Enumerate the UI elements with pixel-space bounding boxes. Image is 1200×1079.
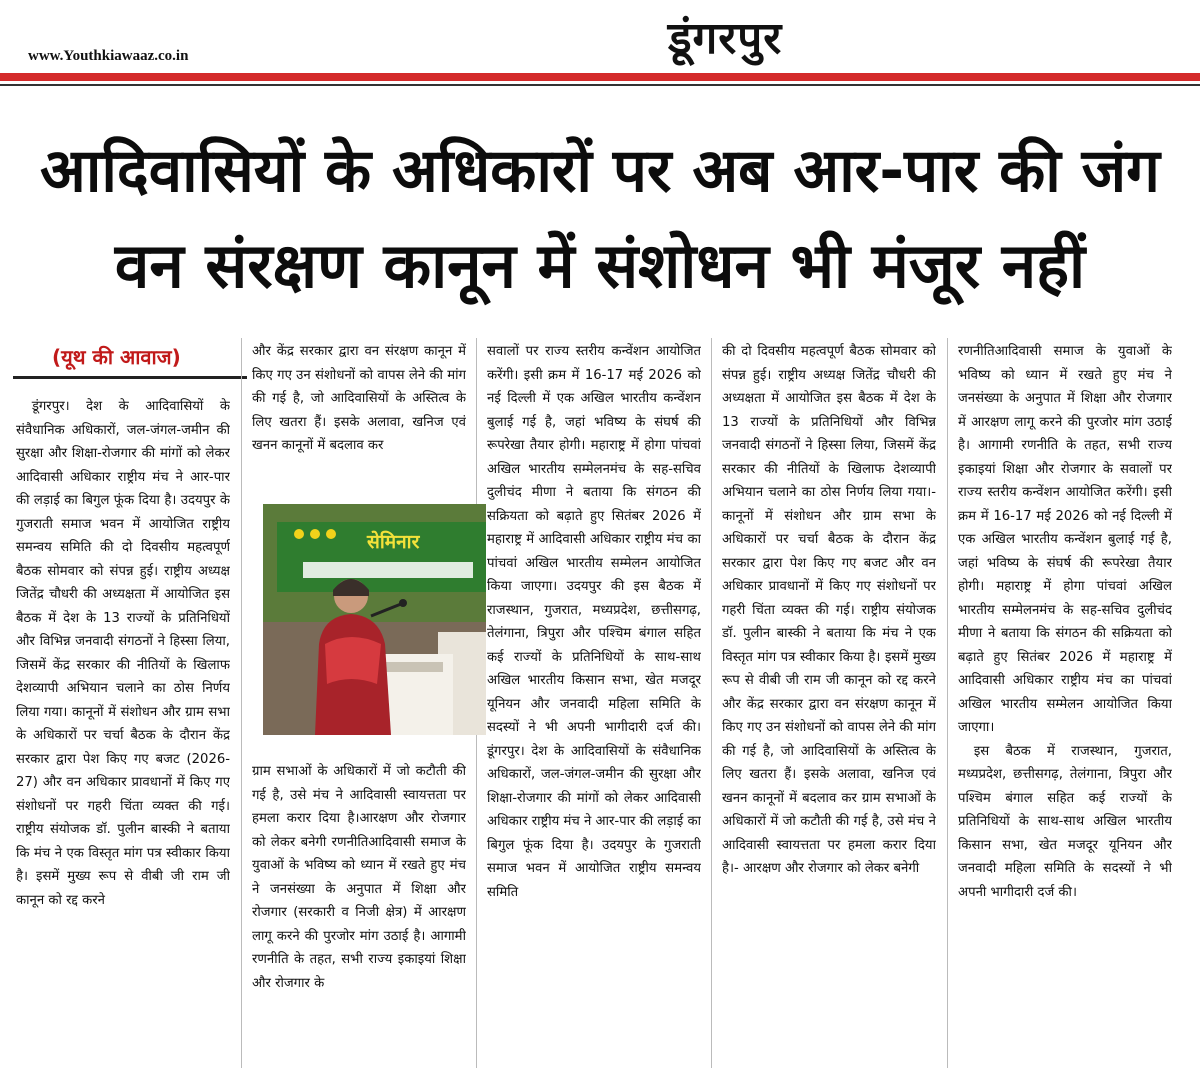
article-paragraph: डूंगरपुर। देश के आदिवासियों के संवैधानिक अधिकारों, जल-जंगल-जमीन की सुरक्षा और शिक्षा-रोजगार की मांगों को लेकर आदिवासी अधिकार राष्ट्रीय मंच ने आर-पार की लड़ाई का बिगुल फूंक दिया है। उदयपुर के गुजराती समाज भवन में आयोजित राष्ट्रीय समन्वय समिति की दो दिवसीय महत्वपूर्ण बैठक सोमवार को संपन्न हुई। राष्ट्रीय अध्यक्ष जितेंद्र चौधरी की अध्यक्षता में आयोजित इस बैठक में देश के 13 राज्यों के प्रतिनिधियों और विभिन्न जनवादी संगठनों ने हिस्सा लिया, जिसमें केंद्र सरकार की नीतियों के खिलाफ देशव्यापी अभियान चलाने का ठोस निर्णय लिया गया। कानूनों में संशोधन और ग्राम सभा के अधिकारों पर चर्चा बैठक के दौरान केंद्र सरकार द्वारा पेश किए गए बजट (2026-27) और वन अधिकार प्रावधानों में किए गए संशोधनों पर गहरी चिंता व्यक्त की गई। राष्ट्रीय संयोजक डॉ. पुलीन बास्की ने बताया कि मंच ने एक विस्तृत मांग पत्र स्वीकार किया है। इसमें मुख्य रूप से वीबी जी राम जी कानून को रद्द करने — [16, 399, 230, 908]
column-divider — [947, 338, 948, 1068]
article-column-4 — [722, 340, 936, 1072]
city-section-title: डूंगरपुर — [668, 13, 783, 64]
article-paragraph: इस बैठक में राजस्थान, गुजरात, मध्यप्रदेश, छत्तीसगढ़, तेलंगाना, त्रिपुरा और पश्चिम बंगाल सहित कई राज्यों के प्रतिनिधियों के साथ-साथ अखिल भारतीय किसान सभा, खेत मजदूर यूनियन और जनवादी महिला समिति के सदस्यों ने भी अपनी भागीदारी दर्ज की। — [958, 743, 1172, 900]
article-paragraph: ग्राम सभाओं के अधिकारों में जो कटौती की गई है, उसे मंच ने आदिवासी स्वायत्तता पर हमला करार दिया है।आरक्षण और रोजगार को लेकर बनेगी रणनीतिआदिवासी समाज के युवाओं के भविष्य को ध्यान में रखते हुए मंच ने जनसंख्या के अनुपात में शिक्षा और रोजगार (सरकारी व निजी क्षेत्र) में आरक्षण लागू करने की पुरजोर मांग उठाई है। आगामी रणनीति के तहत, सभी राज्य इकाइयां शिक्षा और रोजगार के — [252, 764, 466, 991]
article-column-5 — [958, 340, 1172, 1072]
banner-text: सेमिनार — [367, 531, 420, 553]
header-red-rule — [0, 73, 1200, 81]
article-paragraph: की दो दिवसीय महत्वपूर्ण बैठक सोमवार को संपन्न हुई। राष्ट्रीय अध्यक्ष जितेंद्र चौधरी की अध्यक्षता में आयोजित इस बैठक में देश के 13 राज्यों के प्रतिनिधियों और विभिन्न जनवादी संगठनों ने हिस्सा लिया, जिसमें केंद्र सरकार की नीतियों के खिलाफ देशव्यापी अभियान चलाने का ठोस निर्णय लिया गया।- कानूनों में संशोधन और ग्राम सभा के अधिकारों पर चर्चा बैठक के दौरान केंद्र सरकार द्वारा पेश किए गए बजट और वन अधिकार प्रावधानों में किए गए संशोधनों पर गहरी चिंता व्यक्त की गई। राष्ट्रीय संयोजक डॉ. पुलीन बास्की ने बताया कि मंच ने एक विस्तृत मांग पत्र स्वीकार किया है। इसमें मुख्य रूप से वीबी जी राम जी कानून को रद्द करने और केंद्र सरकार द्वारा वन संरक्षण कानून में किए गए उन संशोधनों को वापस लेने की मांग की गई है, जो आदिवासियों के अस्तित्व के लिए खतरा हैं। इसके अलावा, खनिज एवं खनन कानूनों में बदलाव कर ग्राम सभाओं के अधिकारों में जो कटौती की गई है, उसे मंच ने आदिवासी स्वायत्तता पर हमला करार दिया है।- आरक्षण और रोजगार को लेकर बनेगी — [722, 344, 936, 876]
byline-underline — [13, 376, 247, 379]
event-photo — [263, 504, 486, 735]
article-column-2-top — [252, 340, 466, 490]
byline: (यूथ की आवाज) — [52, 345, 181, 369]
article-column-3 — [487, 340, 701, 1072]
article-paragraph: सवालों पर राज्य स्तरीय कन्वेंशन आयोजित करेंगी। इसी क्रम में 16-17 मई 2026 को नई दिल्ली में एक अखिल भारतीय कन्वेंशन बुलाई गई है, जहां भविष्य के संघर्ष की रूपरेखा तैयार होगी। महाराष्ट्र में होगा पांचवां अखिल भारतीय सम्मेलनमंच के सह-सचिव दुलीचंद मीणा ने बताया कि संगठन की सक्रियता को बढ़ाते हुए सितंबर 2026 में महाराष्ट्र में आदिवासी अधिकार राष्ट्रीय मंच का पांचवां अखिल भारतीय सम्मेलन आयोजित किया जाएगा। उदयपुर की इस बैठक में राजस्थान, गुजरात, मध्यप्रदेश, छत्तीसगढ़, तेलंगाना, त्रिपुरा और पश्चिम बंगाल सहित कई राज्यों के प्रतिनिधियों के साथ-साथ अखिल भारतीय किसान सभा, खेत मजदूर यूनियन और जनवादी महिला समिति के सदस्यों ने भी अपनी भागीदारी दर्ज की।डूंगरपुर। देश के आदिवासियों के संवैधानिक अधिकारों, जल-जंगल-जमीन की सुरक्षा और शिक्षा-रोजगार की मांगों को लेकर आदिवासी अधिकार राष्ट्रीय मंच ने आर-पार की लड़ाई का बिगुल फूंक दिया है। उदयपुर के गुजराती समाज भवन में आयोजित राष्ट्रीय समन्वय समिति — [487, 344, 701, 900]
article-column-1 — [16, 395, 230, 1070]
headline-line-2: वन संरक्षण कानून में संशोधन भी मंजूर नहीं — [114, 229, 1086, 302]
website-url: www.Youthkiawaaz.co.in — [28, 48, 189, 64]
article-paragraph: और केंद्र सरकार द्वारा वन संरक्षण कानून में किए गए उन संशोधनों को वापस लेने की मांग की गई है, जो आदिवासियों के अस्तित्व के लिए खतरा हैं। इसके अलावा, खनिज एवं खनन कानूनों में बदलाव कर — [252, 344, 466, 453]
article-paragraph: रणनीतिआदिवासी समाज के युवाओं के भविष्य को ध्यान में रखते हुए मंच ने जनसंख्या के अनुपात में शिक्षा और रोजगार में आरक्षण लागू करने की पुरजोर मांग उठाई है। आगामी रणनीति के तहत, सभी राज्य इकाइयां शिक्षा और रोजगार के सवालों पर राज्य स्तरीय कन्वेंशन आयोजित करेंगी। इसी क्रम में 16-17 मई 2026 को नई दिल्ली में एक अखिल भारतीय कन्वेंशन बुलाई गई है, जहां भविष्य के संघर्ष की रूपरेखा तैयार होगी। महाराष्ट्र में होगा पांचवां अखिल भारतीय सम्मेलनमंच के सह-सचिव दुलीचंद मीणा ने बताया कि संगठन की सक्रियता को बढ़ाते हुए सितंबर 2026 में महाराष्ट्र में आदिवासी अधिकार राष्ट्रीय मंच का पांचवां अखिल भारतीय सम्मेलन आयोजित किया जाएगा। — [958, 344, 1172, 735]
article-column-2-bottom — [252, 760, 466, 1072]
headline-line-1: आदिवासियों के अधिकारों पर अब आर-पार की जंग — [40, 136, 1160, 206]
header-thin-rule — [0, 84, 1200, 86]
column-divider — [241, 338, 242, 1068]
speaker-at-podium-image — [263, 504, 486, 735]
column-divider — [711, 338, 712, 1068]
